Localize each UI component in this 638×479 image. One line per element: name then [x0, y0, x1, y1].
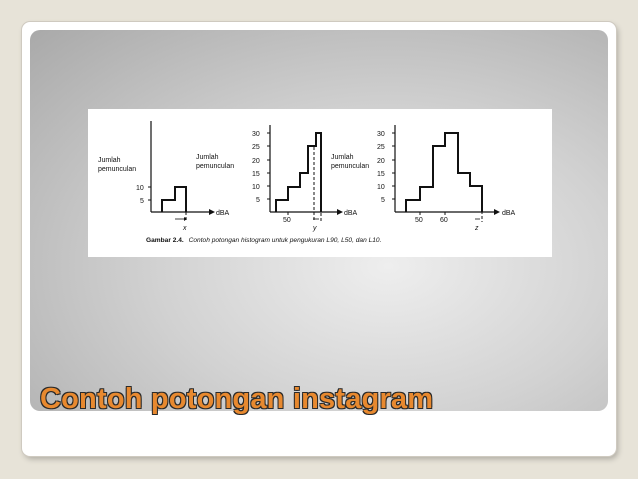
chart2-ytick-label-25: 25	[252, 144, 260, 151]
chart3-xtick-label-50: 50	[415, 217, 423, 224]
slide	[22, 22, 616, 456]
chart1-ytick-label-5: 5	[140, 198, 144, 205]
chart2-ytick-label-15: 15	[252, 171, 260, 178]
chart3-ytick-label-25: 25	[377, 144, 385, 151]
chart1-ylabel-line2: pemunculan	[98, 166, 137, 173]
chart1-ylabel-line1: Jumlah	[98, 157, 121, 164]
chart3-ytick-label-5: 5	[381, 197, 385, 204]
chart1-x-arrow	[209, 209, 215, 215]
chart1-marker-label: x	[183, 225, 187, 232]
chart3-xlabel: dBA	[502, 210, 516, 217]
chart2-ytick-label-5: 5	[256, 197, 260, 204]
chart3-ytick-label-15: 15	[377, 171, 385, 178]
chart2-xlabel: dBA	[344, 210, 358, 217]
figure-caption-bold: Gambar 2.4.	[146, 237, 184, 244]
histogram-figure-svg	[88, 109, 552, 257]
figure-caption-text: Contoh potongan histogram untuk pengukuran L90, L50, dan L10.	[188, 237, 382, 244]
chart3-marker-label: z	[475, 225, 479, 232]
chart2-ylabel-line2: pemunculan	[196, 163, 235, 170]
chart2-ytick-label-30: 30	[252, 131, 260, 138]
chart3-histogram-bars	[406, 133, 482, 212]
histogram-chart-3	[331, 125, 516, 232]
chart3-ylabel-line1: Jumlah	[331, 154, 354, 161]
chart1-xlabel: dBA	[216, 210, 230, 217]
chart2-marker-label: y	[313, 225, 317, 232]
chart3-ytick-label-30: 30	[377, 131, 385, 138]
chart3-ylabel-line2: pemunculan	[331, 163, 370, 170]
chart1-histogram-bars	[162, 187, 186, 212]
chart2-ytick-label-20: 20	[252, 158, 260, 165]
histogram-chart-1	[98, 121, 230, 232]
chart2-ylabel-line1: Jumlah	[196, 154, 219, 161]
histogram-figure	[88, 109, 552, 257]
chart1-ytick-label-10: 10	[136, 185, 144, 192]
slide-content-panel	[30, 30, 608, 411]
chart2-ytick-label-10: 10	[252, 184, 260, 191]
chart3-ytick-label-20: 20	[377, 158, 385, 165]
figure-caption	[146, 237, 382, 244]
slide-title: Contoh potongan instagram	[40, 383, 434, 415]
chart3-ytick-label-10: 10	[377, 184, 385, 191]
chart2-x-arrow	[337, 209, 343, 215]
chart2-xtick-label-50: 50	[283, 217, 291, 224]
chart3-x-arrow	[494, 209, 500, 215]
chart3-xtick-label-60: 60	[440, 217, 448, 224]
